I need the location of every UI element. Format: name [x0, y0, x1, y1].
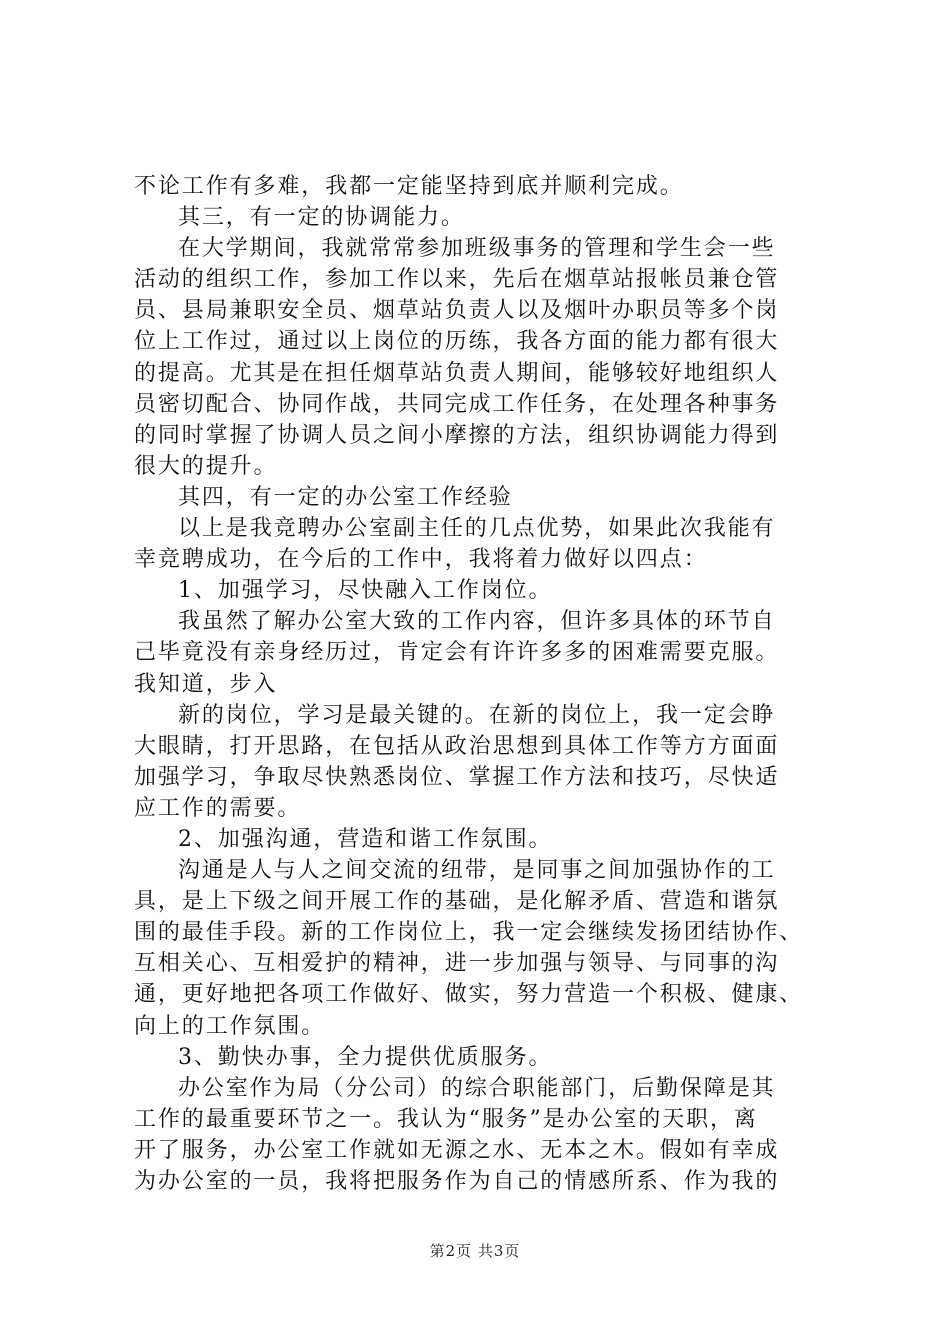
text-line: 沟通是人与人之间交流的纽带，是同事之间加强协作的工	[178, 858, 776, 884]
text-line: 1、加强学习，尽快融入工作岗位。	[178, 578, 553, 604]
text-line: 的同时掌握了协调人员之间小摩擦的方法，组织协调能力得到	[134, 422, 780, 448]
text-line: 大眼睛，打开思路，在包括从政治思想到具体工作等方方面面	[134, 733, 780, 759]
text-line: 加强学习，争取尽快熟悉岗位、掌握工作方法和技巧，尽快适	[134, 764, 780, 790]
text-line: 位上工作过，通过以上岗位的历练，我各方面的能力都有很大	[134, 329, 780, 355]
text-line: 我虽然了解办公室大致的工作内容，但许多具体的环节自	[178, 609, 776, 635]
text-line: 在大学期间，我就常常参加班级事务的管理和学生会一些	[178, 236, 776, 262]
text-line: 开了服务，办公室工作就如无源之水、无本之木。假如有幸成	[134, 1137, 780, 1163]
text-line: 活动的组织工作，参加工作以来，先后在烟草站报帐员兼仓管	[134, 267, 780, 293]
text-line: 围的最佳手段。新的工作岗位上，我一定会继续发扬团结协作、	[134, 920, 804, 946]
page-footer: 第2页 共3页	[429, 1242, 521, 1260]
text-line: 我知道，步入	[134, 671, 278, 697]
text-line: 不论工作有多难，我都一定能坚持到底并顺利完成。	[134, 174, 684, 199]
text-line: 很大的提升。	[134, 453, 278, 479]
text-line: 互相关心、互相爱护的精神，进一步加强与领导、与同事的沟	[134, 951, 780, 977]
text-line: 的提高。尤其是在担任烟草站负责人期间，能够较好地组织人	[134, 360, 780, 386]
text-line: 为办公室的一员，我将把服务作为自己的情感所系、作为我的	[134, 1169, 780, 1194]
text-line: 其四，有一定的办公室工作经验	[178, 484, 513, 510]
text-line: 通，更好地把各项工作做好、做实，努力营造一个积极、健康、	[134, 982, 804, 1008]
text-line: 具，是上下级之间开展工作的基础，是化解矛盾、营造和谐氛	[134, 889, 780, 915]
text-line: 3、勤快办事，全力提供优质服务。	[178, 1044, 553, 1070]
text-line: 其三，有一定的协调能力。	[178, 205, 465, 231]
text-line: 2、加强沟通，营造和谐工作氛围。	[178, 826, 553, 852]
document-body	[134, 171, 836, 1197]
text-line: 工作的最重要环节之一。我认为“服务”是办公室的天职，离	[134, 1106, 758, 1132]
text-line: 应工作的需要。	[134, 795, 302, 821]
text-line: 员密切配合、协同作战，共同完成工作任务，在处理各种事务	[134, 391, 780, 417]
text-line: 以上是我竞聘办公室副主任的几点优势，如果此次我能有	[178, 516, 776, 542]
text-line: 向上的工作氛围。	[134, 1013, 326, 1039]
text-line: 幸竞聘成功，在今后的工作中，我将着力做好以四点：	[134, 547, 708, 573]
text-line: 办公室作为局（分公司）的综合职能部门，后勤保障是其	[178, 1075, 776, 1101]
text-line: 己毕竟没有亲身经历过，肯定会有许许多多的困难需要克服。	[134, 640, 780, 666]
text-line: 员、县局兼职安全员、烟草站负责人以及烟叶办职员等多个岗	[134, 298, 780, 324]
text-line: 新的岗位，学习是最关键的。在新的岗位上，我一定会睁	[178, 702, 776, 728]
